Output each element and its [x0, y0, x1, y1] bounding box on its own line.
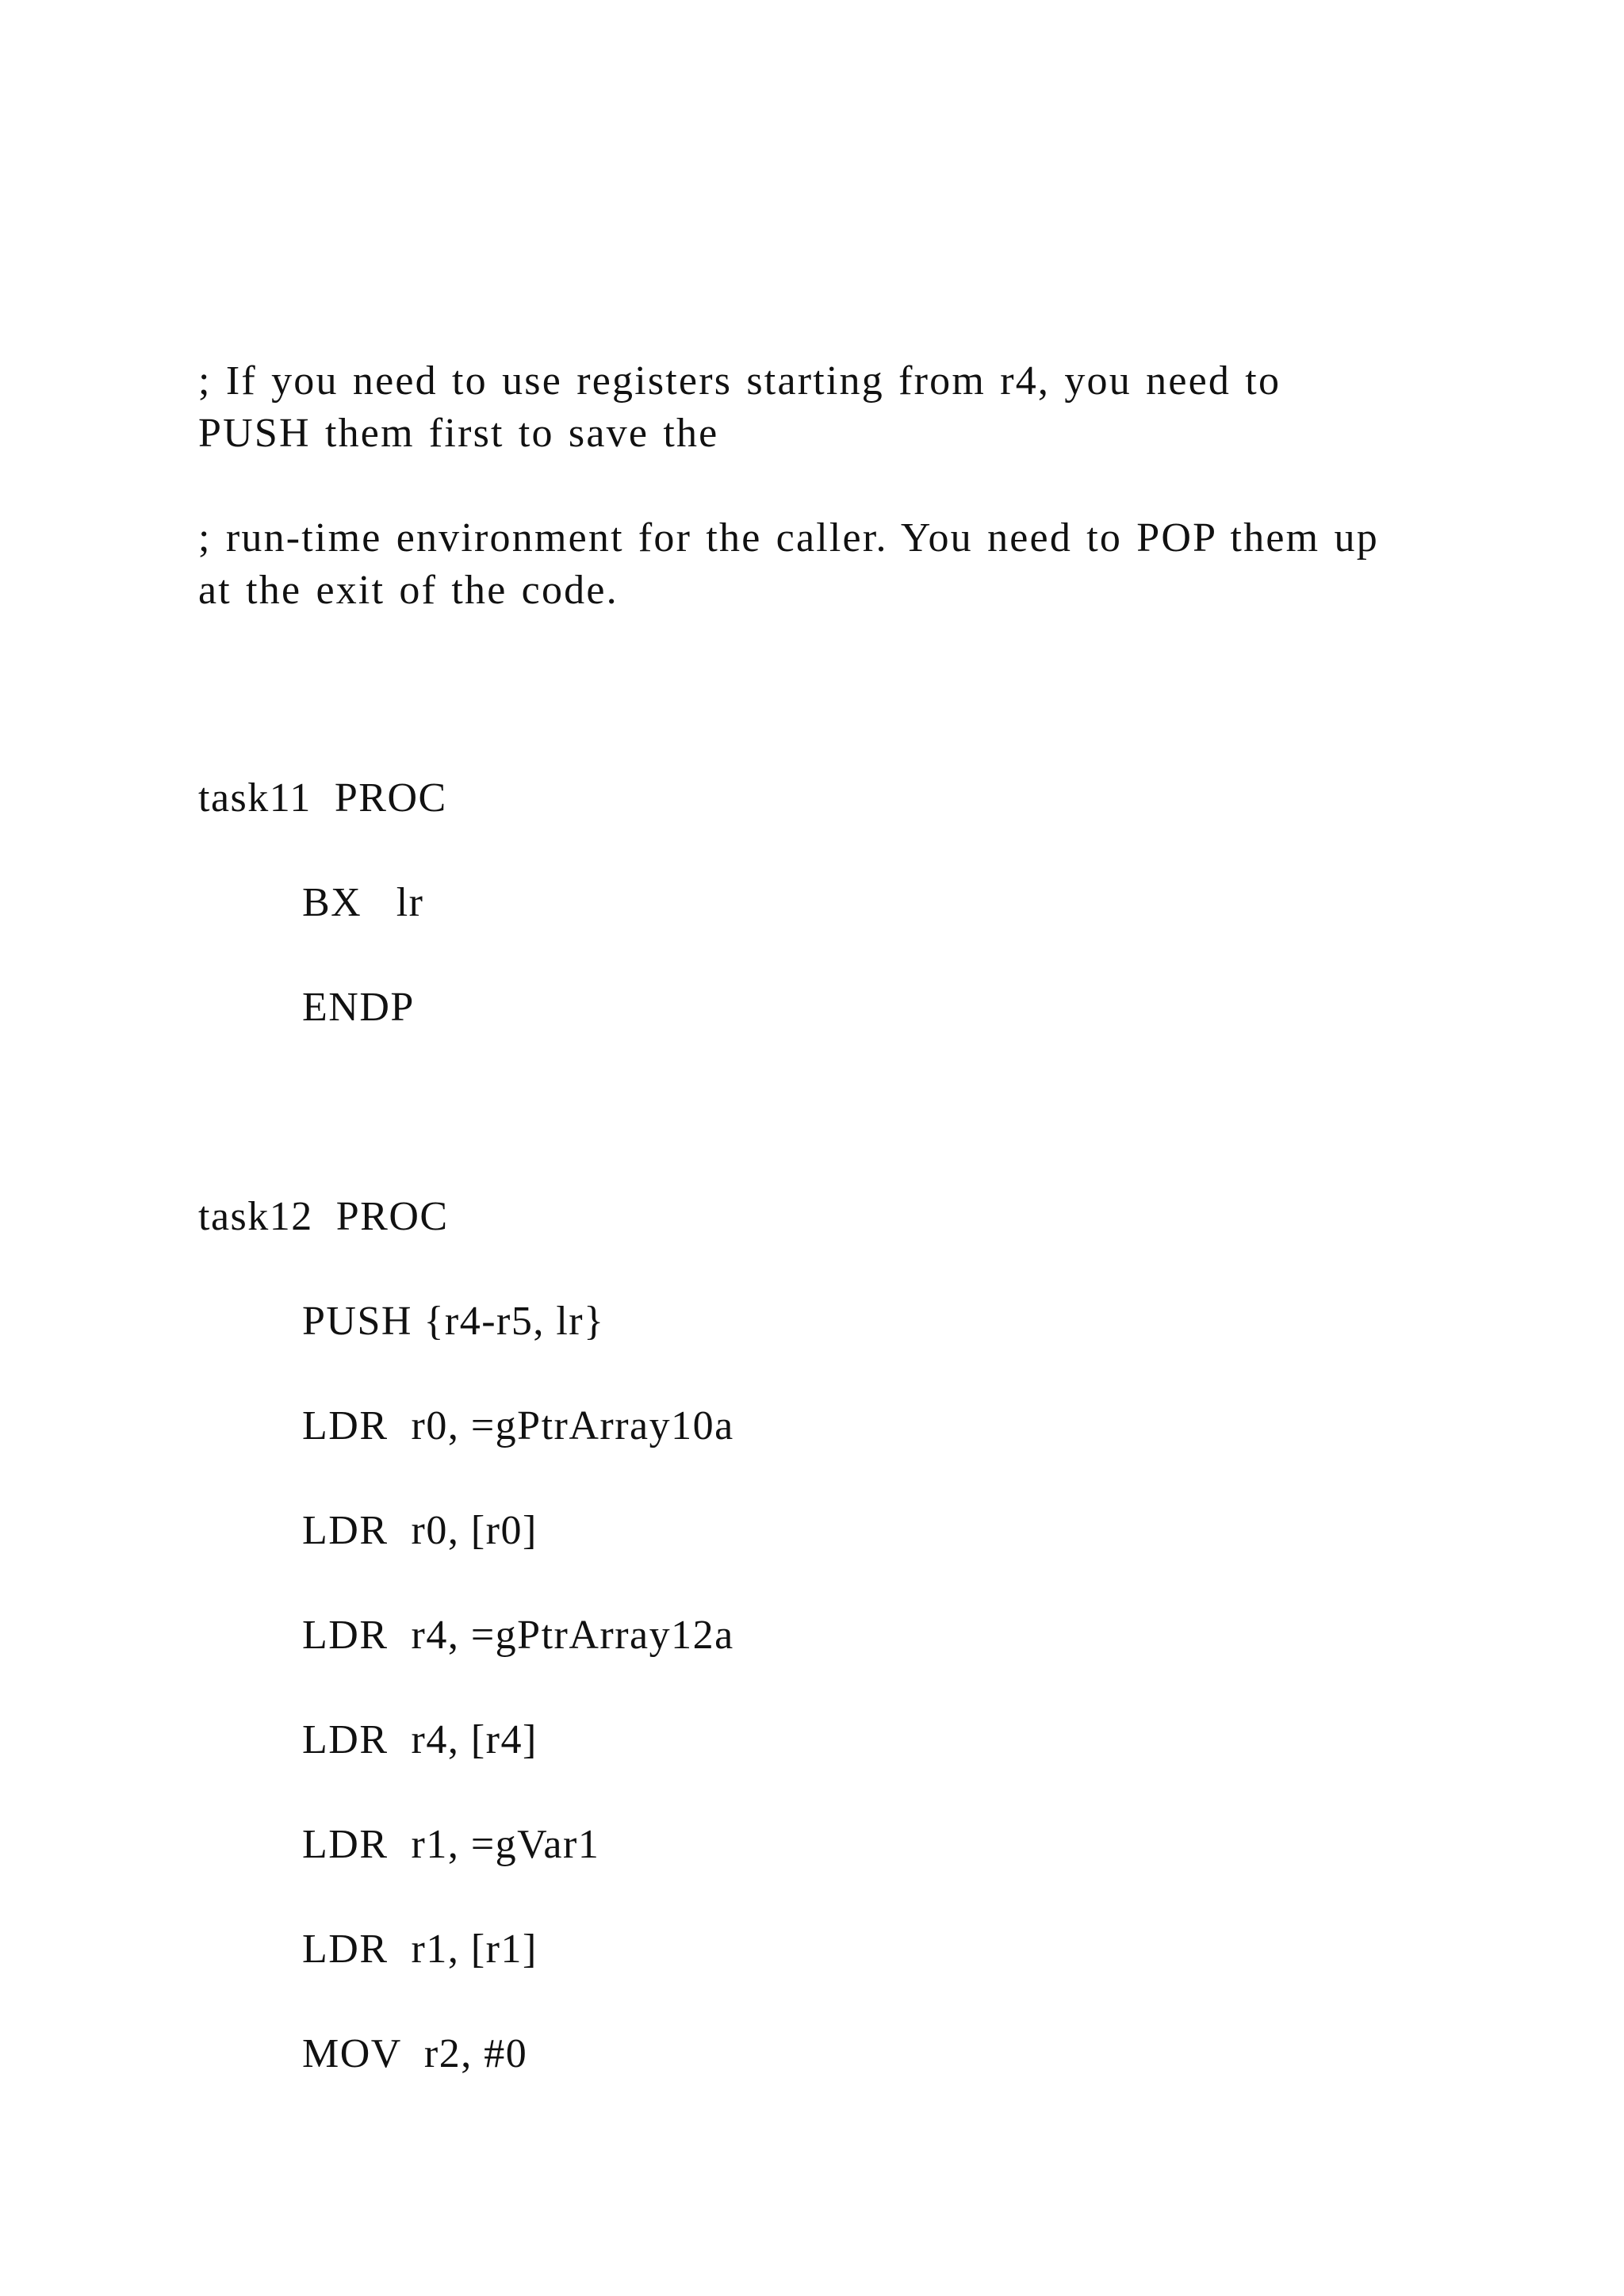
comment-2-line-2: at the exit of the code. — [198, 568, 619, 613]
comment-1-line-1: ; If you need to use registers starting from r4, you need to — [198, 358, 1281, 404]
task12-instruction-ldr-r1-deref: LDR r1, [r1] — [302, 1927, 538, 1972]
task12-instruction-ldr-r0-deref: LDR r0, [r0] — [302, 1508, 538, 1553]
task12-instruction-ldr-r4-deref: LDR r4, [r4] — [302, 1717, 538, 1762]
task12-instruction-mov: MOV r2, #0 — [302, 2031, 528, 2076]
task12-instruction-ldr-r1-addr: LDR r1, =gVar1 — [302, 1822, 600, 1867]
task12-instruction-ldr-r0-addr: LDR r0, =gPtrArray10a — [302, 1403, 734, 1448]
task11-instruction-bx: BX lr — [302, 880, 424, 925]
task12-instruction-ldr-r4-addr: LDR r4, =gPtrArray12a — [302, 1613, 734, 1658]
task11-proc-header: task11 PROC — [198, 775, 447, 821]
comment-2-line-1: ; run-time environment for the caller. You need to POP them up — [198, 515, 1379, 561]
comment-paragraph-1 — [198, 355, 1435, 460]
task12-proc-header: task12 PROC — [198, 1194, 449, 1239]
comment-paragraph-2 — [198, 512, 1435, 617]
task12-instruction-push: PUSH {r4-r5, lr} — [302, 1299, 605, 1344]
comment-1-line-2: PUSH them first to save the — [198, 411, 719, 456]
task11-instruction-endp: ENDP — [302, 985, 415, 1030]
